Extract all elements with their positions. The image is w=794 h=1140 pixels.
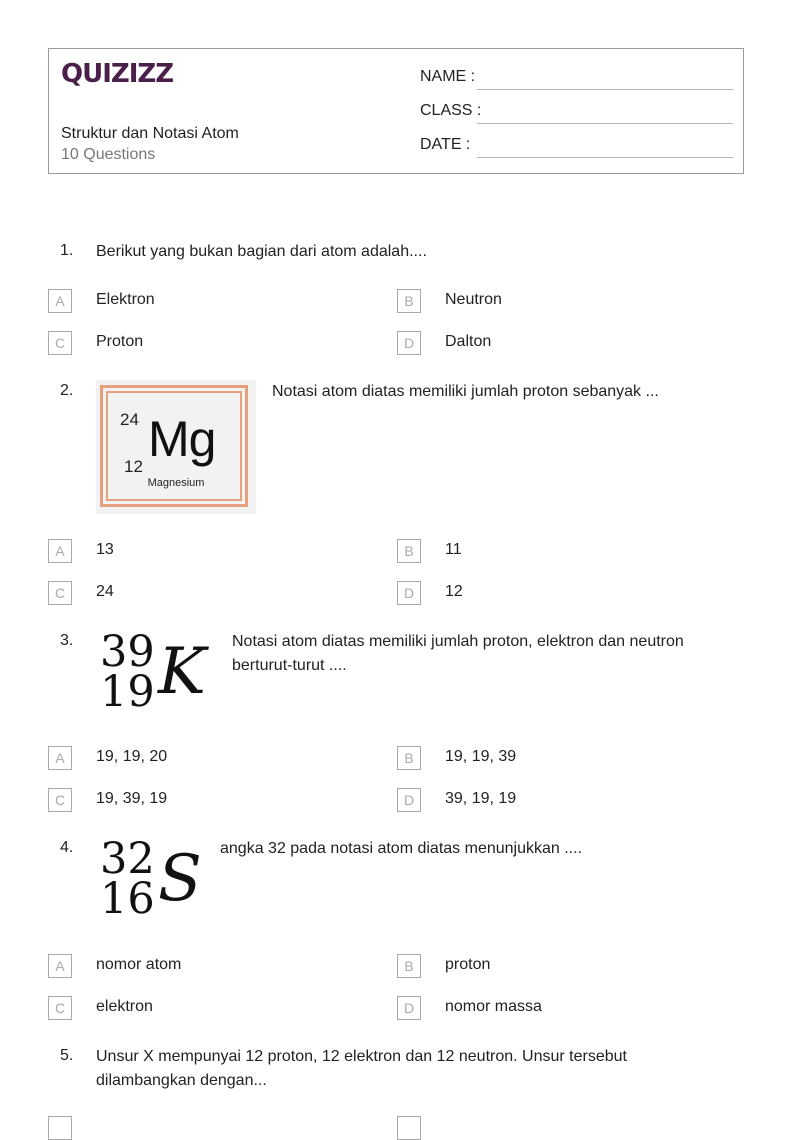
option-letter: D <box>397 996 421 1020</box>
sulfur-notation-image <box>96 834 211 926</box>
atomic-number: 16 <box>100 874 155 924</box>
atomic-number: 12 <box>124 457 143 476</box>
mass-number: 32 <box>100 834 155 884</box>
option-letter: D <box>397 331 421 355</box>
option-text: 19, 19, 39 <box>445 748 517 765</box>
option-text: Neutron <box>445 291 502 308</box>
class-label: CLASS : <box>420 102 482 119</box>
option-letter: B <box>397 954 421 978</box>
atomic-number: 19 <box>100 667 155 717</box>
question-number: 3. <box>60 632 74 649</box>
option-letter: A <box>48 289 72 313</box>
potassium-notation-image <box>96 627 211 719</box>
option-text: 24 <box>96 583 114 600</box>
option-text: 19, 39, 19 <box>96 790 168 807</box>
option-letter: D <box>397 788 421 812</box>
question-text-line1: Notasi atom diatas memiliki jumlah proton, elektron dan neutron <box>232 633 684 650</box>
option-letter: C <box>48 331 72 355</box>
question-number: 1. <box>60 242 74 259</box>
question-text: angka 32 pada notasi atom diatas menunjukkan .... <box>220 840 583 857</box>
option-text: Dalton <box>445 333 492 350</box>
option-letter: D <box>397 581 421 605</box>
date-field[interactable] <box>420 136 733 160</box>
magnesium-notation-image <box>96 380 256 514</box>
class-field[interactable] <box>420 102 733 126</box>
option-letter: C <box>48 996 72 1020</box>
option-text: Elektron <box>96 291 155 308</box>
option-letter <box>397 1116 421 1140</box>
option-letter: B <box>397 539 421 563</box>
option-text: 12 <box>445 583 463 600</box>
option-letter: A <box>48 746 72 770</box>
option-letter: C <box>48 788 72 812</box>
name-label: NAME : <box>420 68 476 85</box>
question-number: 4. <box>60 839 74 856</box>
option-text: 39, 19, 19 <box>445 790 517 807</box>
mass-number: 24 <box>120 410 139 429</box>
option-letter: C <box>48 581 72 605</box>
option-letter: B <box>397 289 421 313</box>
question-text-line2: berturut-turut .... <box>232 657 347 674</box>
date-label: DATE : <box>420 136 471 153</box>
question-text: Notasi atom diatas memiliki jumlah proton sebanyak ... <box>272 383 659 400</box>
worksheet-header <box>48 48 744 174</box>
name-line[interactable] <box>477 89 733 90</box>
option-letter: A <box>48 539 72 563</box>
option-text: Proton <box>96 333 144 350</box>
question-number: 5. <box>60 1047 74 1064</box>
option-text: elektron <box>96 998 153 1015</box>
question-text: Berikut yang bukan bagian dari atom adalah.... <box>96 243 427 260</box>
date-line[interactable] <box>477 157 733 158</box>
element-symbol: S <box>158 842 202 916</box>
quizizz-logo: QUIZIZZ <box>61 59 174 89</box>
mass-number: 39 <box>100 627 155 677</box>
element-name: Magnesium <box>147 477 205 489</box>
question-number: 2. <box>60 382 74 399</box>
element-symbol: K <box>158 635 206 709</box>
option-text: nomor massa <box>445 998 542 1015</box>
option-text: 11 <box>445 541 462 558</box>
option-letter: A <box>48 954 72 978</box>
question-text-line2: dilambangkan dengan... <box>96 1072 267 1089</box>
class-line[interactable] <box>477 123 733 124</box>
element-symbol: Mg <box>148 411 216 467</box>
option-letter <box>48 1116 72 1140</box>
name-field[interactable] <box>420 68 733 92</box>
option-text: nomor atom <box>96 956 182 973</box>
option-text: proton <box>445 956 491 973</box>
option-text: 19, 19, 20 <box>96 748 168 765</box>
option-text: 13 <box>96 541 114 558</box>
worksheet-title: Struktur dan Notasi Atom <box>61 125 239 142</box>
option-letter: B <box>397 746 421 770</box>
question-text-line1: Unsur X mempunyai 12 proton, 12 elektron dan 12 neutron. Unsur tersebut <box>96 1048 627 1065</box>
question-count: 10 Questions <box>61 146 156 163</box>
